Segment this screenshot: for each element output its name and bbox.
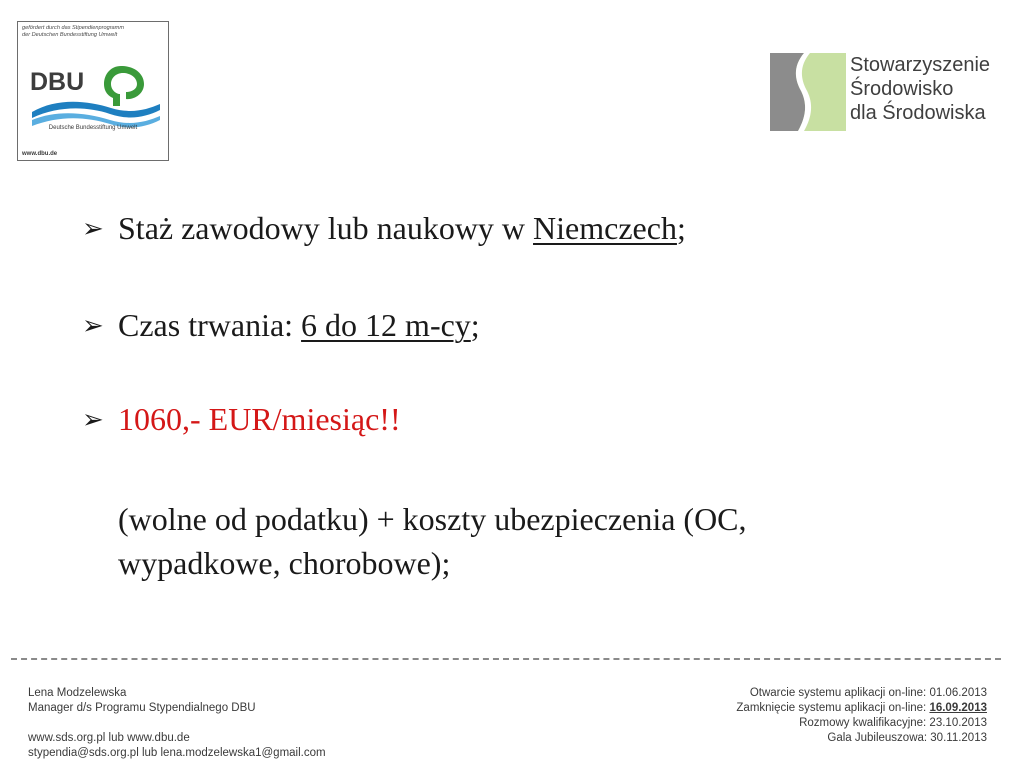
sds-name-line-3: dla Środowiska [850,102,986,124]
sds-name-line-1: Stowarzyszenie [850,54,991,76]
dbu-wordmark: DBU [30,68,85,96]
arrow-bullet-icon: ➢ [82,214,104,244]
dbu-tagline-line-1: gefördert durch das Stipendienprogramm [22,25,124,31]
schedule-closing [736,701,987,716]
bullet-stipend [82,400,401,439]
bullet-duration-end: ; [470,307,480,343]
schedule-info [736,686,987,746]
schedule-opening [736,686,987,701]
dbu-logo [17,21,169,161]
contact-name: Lena Modzelewska [28,687,127,699]
bullet-internship-country: Niemczech [533,210,677,246]
schedule-opening-value: on-line: 01.06.2013 [888,687,987,699]
schedule-opening-label: Otwarcie systemu aplikacji [749,687,889,699]
dbu-emblem-icon [26,50,166,130]
contact-spacer [28,716,326,731]
contact-role: Manager d/s Programu Stypendialnego DBU [28,702,256,714]
contact-emails: stypendia@sds.org.pl lub lena.modzelewska1@gmail.com [28,747,326,759]
stipend-details-line-1: (wolne od podatku) + koszty ubezpieczenia (OC, [118,501,747,537]
bullet-internship-text: Staż zawodowy lub naukowy w [118,210,534,246]
dbu-website: www.dbu.de [22,151,58,157]
sds-name-line-2: Środowisko [850,78,954,100]
bullet-duration [82,306,480,345]
dbu-tagline-line-2: der Deutschen Bundesstiftung Umwelt [22,32,118,38]
arrow-bullet-icon: ➢ [82,405,104,435]
bullet-internship [82,209,686,248]
bullet-duration-value: 6 do 12 m-cy [301,307,471,343]
sds-logo [770,53,1000,131]
schedule-interviews: Rozmowy kwalifikacyjne: 23.10.2013 [799,717,987,729]
dbu-tagline [22,25,166,39]
bullet-stipend-amount: 1060,- EUR/miesiąc!! [118,401,401,437]
arrow-bullet-icon: ➢ [82,311,104,341]
bullet-internship-end: ; [676,210,686,246]
sds-emblem-icon [770,53,846,131]
schedule-closing-date: 16.09.2013 [929,702,987,714]
bullet-duration-text: Czas trwania: [118,307,302,343]
contact-websites: www.sds.org.pl lub www.dbu.de [28,732,190,744]
footer-divider [11,658,1001,660]
schedule-gala: Gala Jubileuszowa: 30.11.2013 [827,732,987,744]
contact-info [28,686,326,761]
stipend-details [118,497,938,585]
stipend-details-line-2: wypadkowe, chorobowe); [118,545,451,581]
sds-name [850,53,990,125]
dbu-full-name: Deutsche Bundesstiftung Umwelt [48,125,138,131]
schedule-closing-label: Zamknięcie systemu aplikacji on-line: [736,702,930,714]
